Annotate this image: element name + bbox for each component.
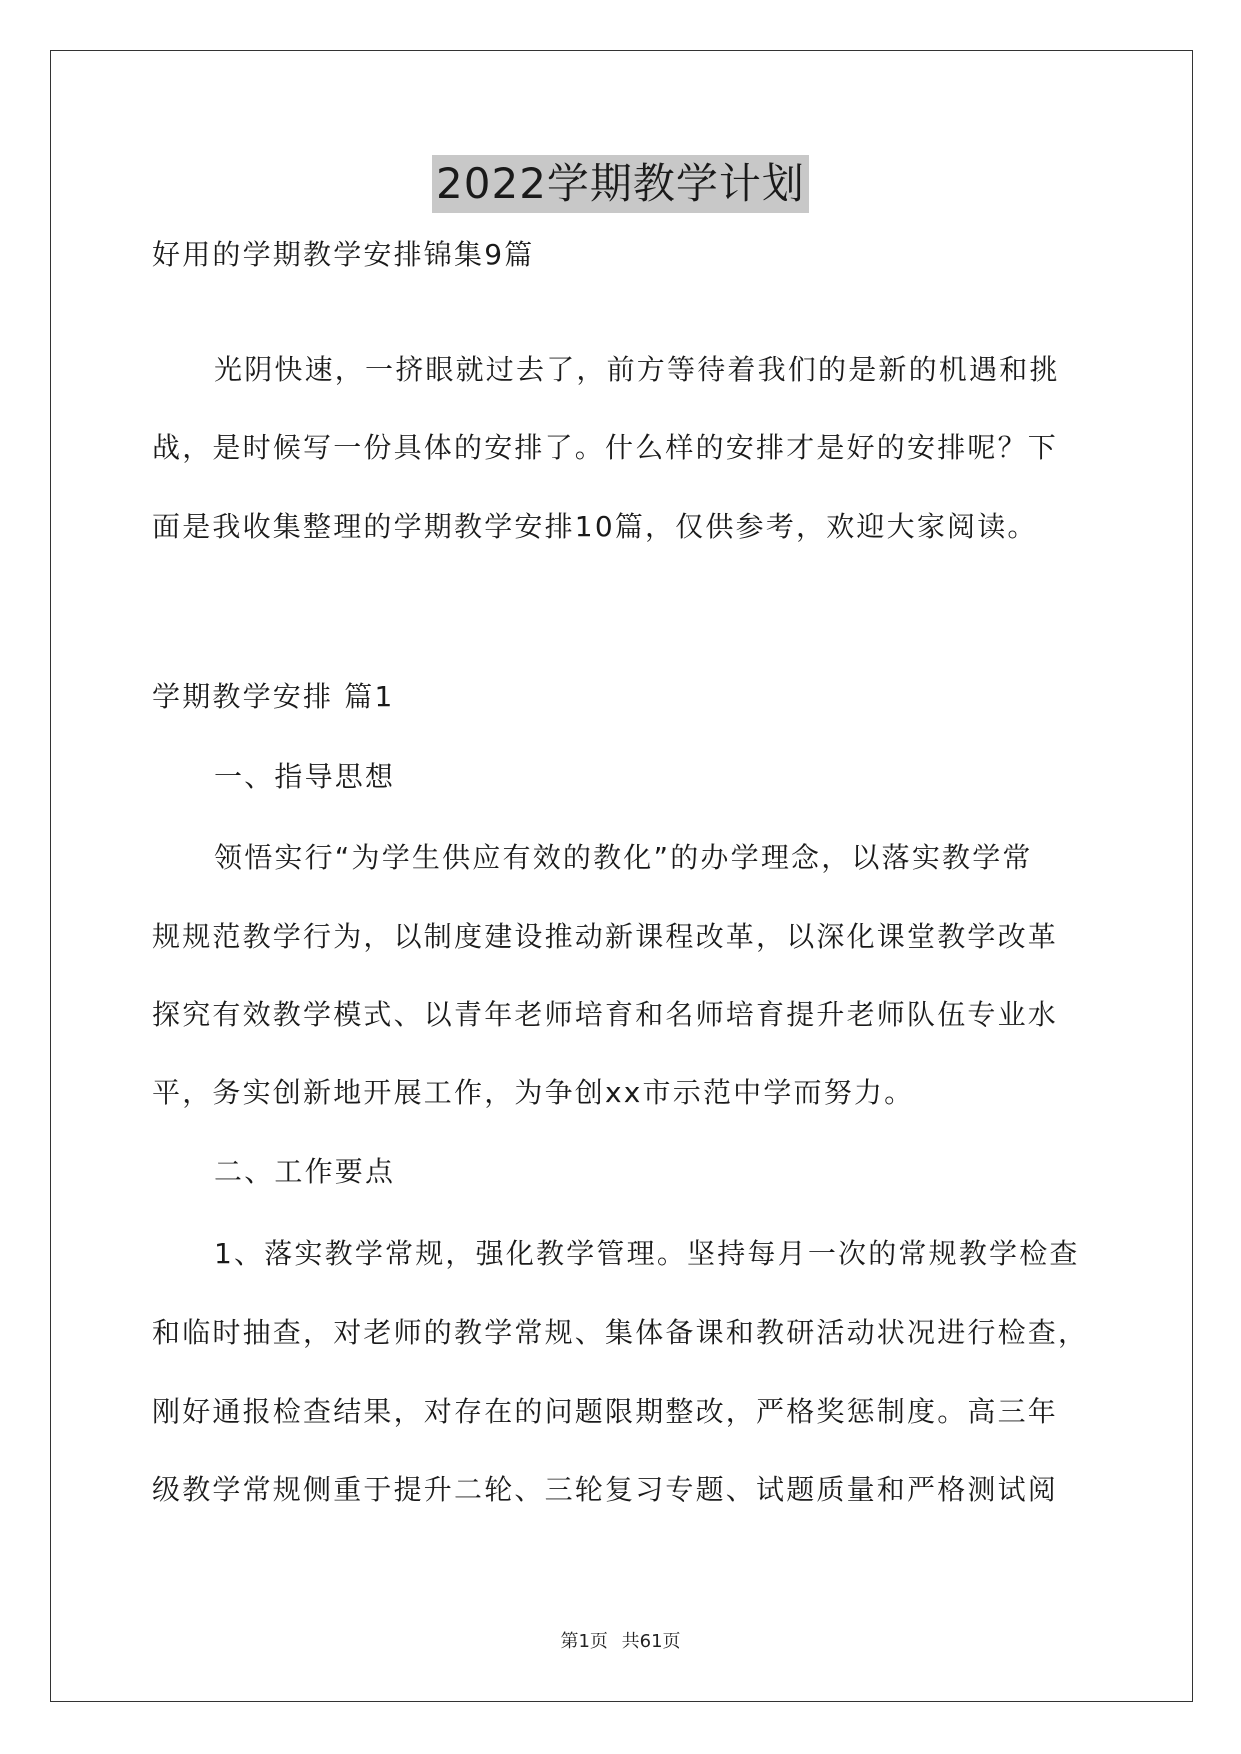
section-heading: 学期教学安排 篇1 [152,680,395,713]
page-total: 共61页 [621,1631,681,1652]
part1-line: 领悟实行“为学生供应有效的教化”的办学理念，以落实教学常 [214,841,1033,874]
part1-heading: 一、指导思想 [214,760,396,793]
page-number: 第1页 [560,1631,608,1652]
intro-line: 战，是时候写一份具体的安排了。什么样的安排才是好的安排呢？下 [152,431,1059,464]
part1-line: 平，务实创新地开展工作，为争创xx市示范中学而努力。 [152,1076,915,1109]
part2-line: 刚好通报检查结果，对存在的问题限期整改，严格奖惩制度。高三年 [152,1395,1059,1428]
page-footer [0,1627,1241,1653]
title-container [0,155,1241,213]
part2-line: 和临时抽查，对老师的教学常规、集体备课和教研活动状况进行检查， [152,1316,1089,1349]
part2-line: 级教学常规侧重于提升二轮、三轮复习专题、试题质量和严格测试阅 [152,1473,1059,1506]
intro-line: 面是我收集整理的学期教学安排10篇，仅供参考，欢迎大家阅读。 [152,510,1038,543]
intro-line: 光阴快速，一挤眼就过去了，前方等待着我们的是新的机遇和挑 [214,353,1060,386]
part2-line: 1、落实教学常规，强化教学管理。坚持每月一次的常规教学检查 [214,1237,1080,1270]
part1-line: 探究有效教学模式、以青年老师培育和名师培育提升老师队伍专业水 [152,998,1059,1031]
part2-heading: 二、工作要点 [214,1155,396,1188]
part1-line: 规规范教学行为，以制度建设推动新课程改革，以深化课堂教学改革 [152,920,1059,953]
document-title: 2022学期教学计划 [432,155,809,213]
subtitle: 好用的学期教学安排锦集9篇 [152,238,535,271]
